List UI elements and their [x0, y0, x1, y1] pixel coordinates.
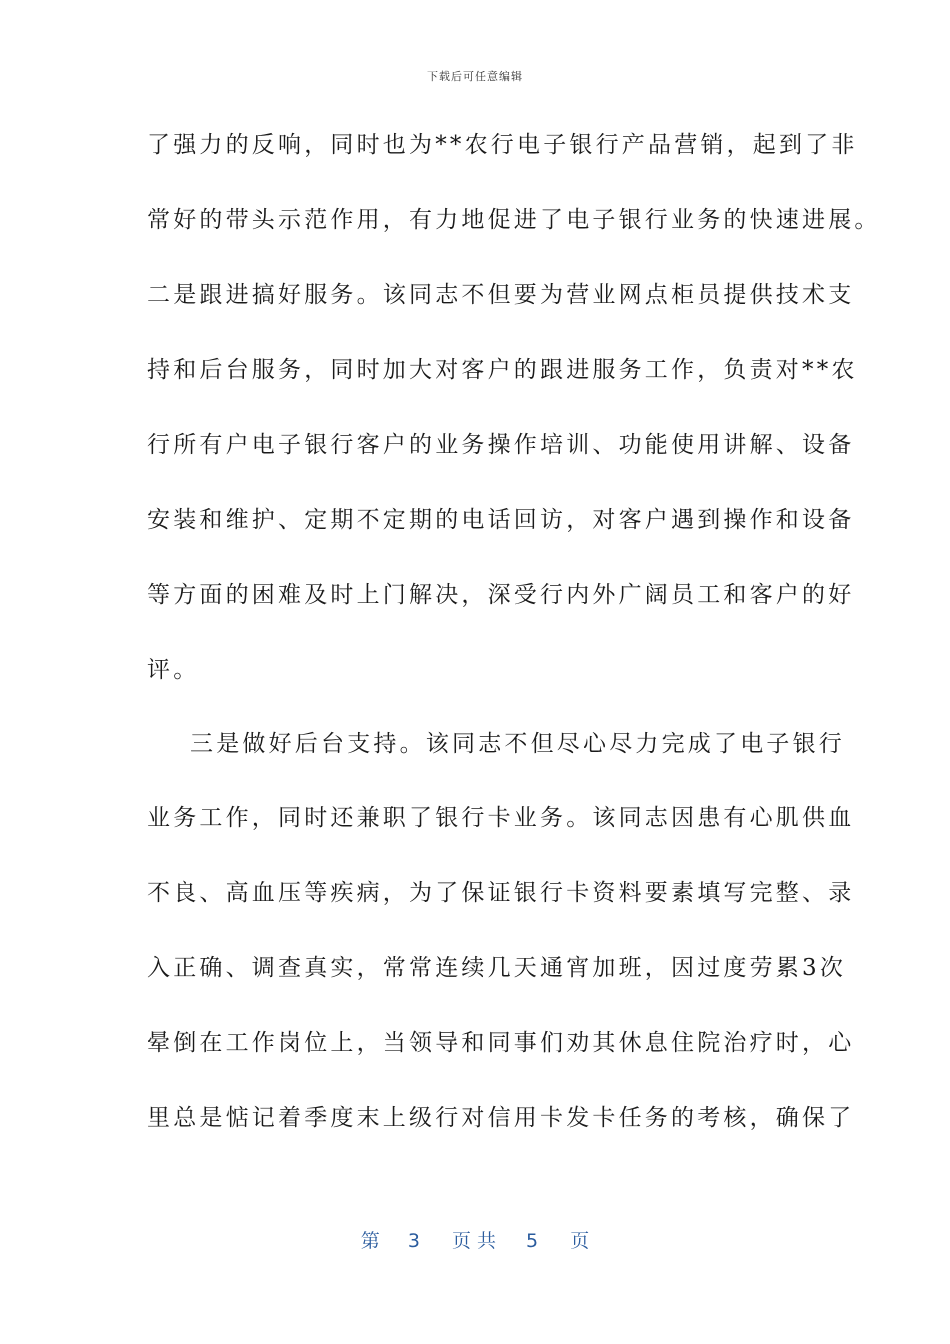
paragraph-line: 安装和维护、定期不定期的电话回访，对客户遇到操作和设备	[147, 507, 855, 533]
paragraph-line: 三是做好后台支持。该同志不但尽心尽力完成了电子银行	[190, 731, 845, 757]
paragraph-line: 行所有户电子银行客户的业务操作培训、功能使用讲解、设备	[147, 432, 855, 458]
paragraph-line: 里总是惦记着季度末上级行对信用卡发卡任务的考核，确保了	[147, 1105, 855, 1131]
paragraph-line: 常好的带头示范作用，有力地促进了电子银行业务的快速进展。	[147, 207, 881, 233]
paragraph-line: 入正确、调查真实，常常连续几天通宵加班，因过度劳累3次	[147, 955, 847, 981]
page-suffix: 页	[570, 1230, 590, 1252]
paragraph-line: 评。	[147, 657, 200, 683]
paragraph-line: 二是跟进搞好服务。该同志不但要为营业网点柜员提供技术支	[147, 282, 855, 308]
page-total: 5	[526, 1230, 539, 1252]
paragraph-line: 了强力的反响，同时也为**农行电子银行产品营销，起到了非	[147, 132, 858, 158]
page-number-footer	[0, 1226, 950, 1253]
page-header-note: 下载后可任意编辑	[427, 70, 523, 83]
page-middle: 页共	[451, 1230, 502, 1252]
paragraph-line: 等方面的困难及时上门解决，深受行内外广阔员工和客户的好	[147, 582, 855, 608]
paragraph-line: 不良、高血压等疾病，为了保证银行卡资料要素填写完整、录	[147, 880, 855, 906]
paragraph-line: 持和后台服务，同时加大对客户的跟进服务工作，负责对**农	[147, 357, 858, 383]
page-current: 3	[407, 1230, 420, 1252]
page-prefix: 第	[360, 1230, 380, 1252]
paragraph-line: 业务工作，同时还兼职了银行卡业务。该同志因患有心肌供血	[147, 805, 855, 831]
paragraph-line: 晕倒在工作岗位上，当领导和同事们劝其休息住院治疗时，心	[147, 1030, 855, 1056]
